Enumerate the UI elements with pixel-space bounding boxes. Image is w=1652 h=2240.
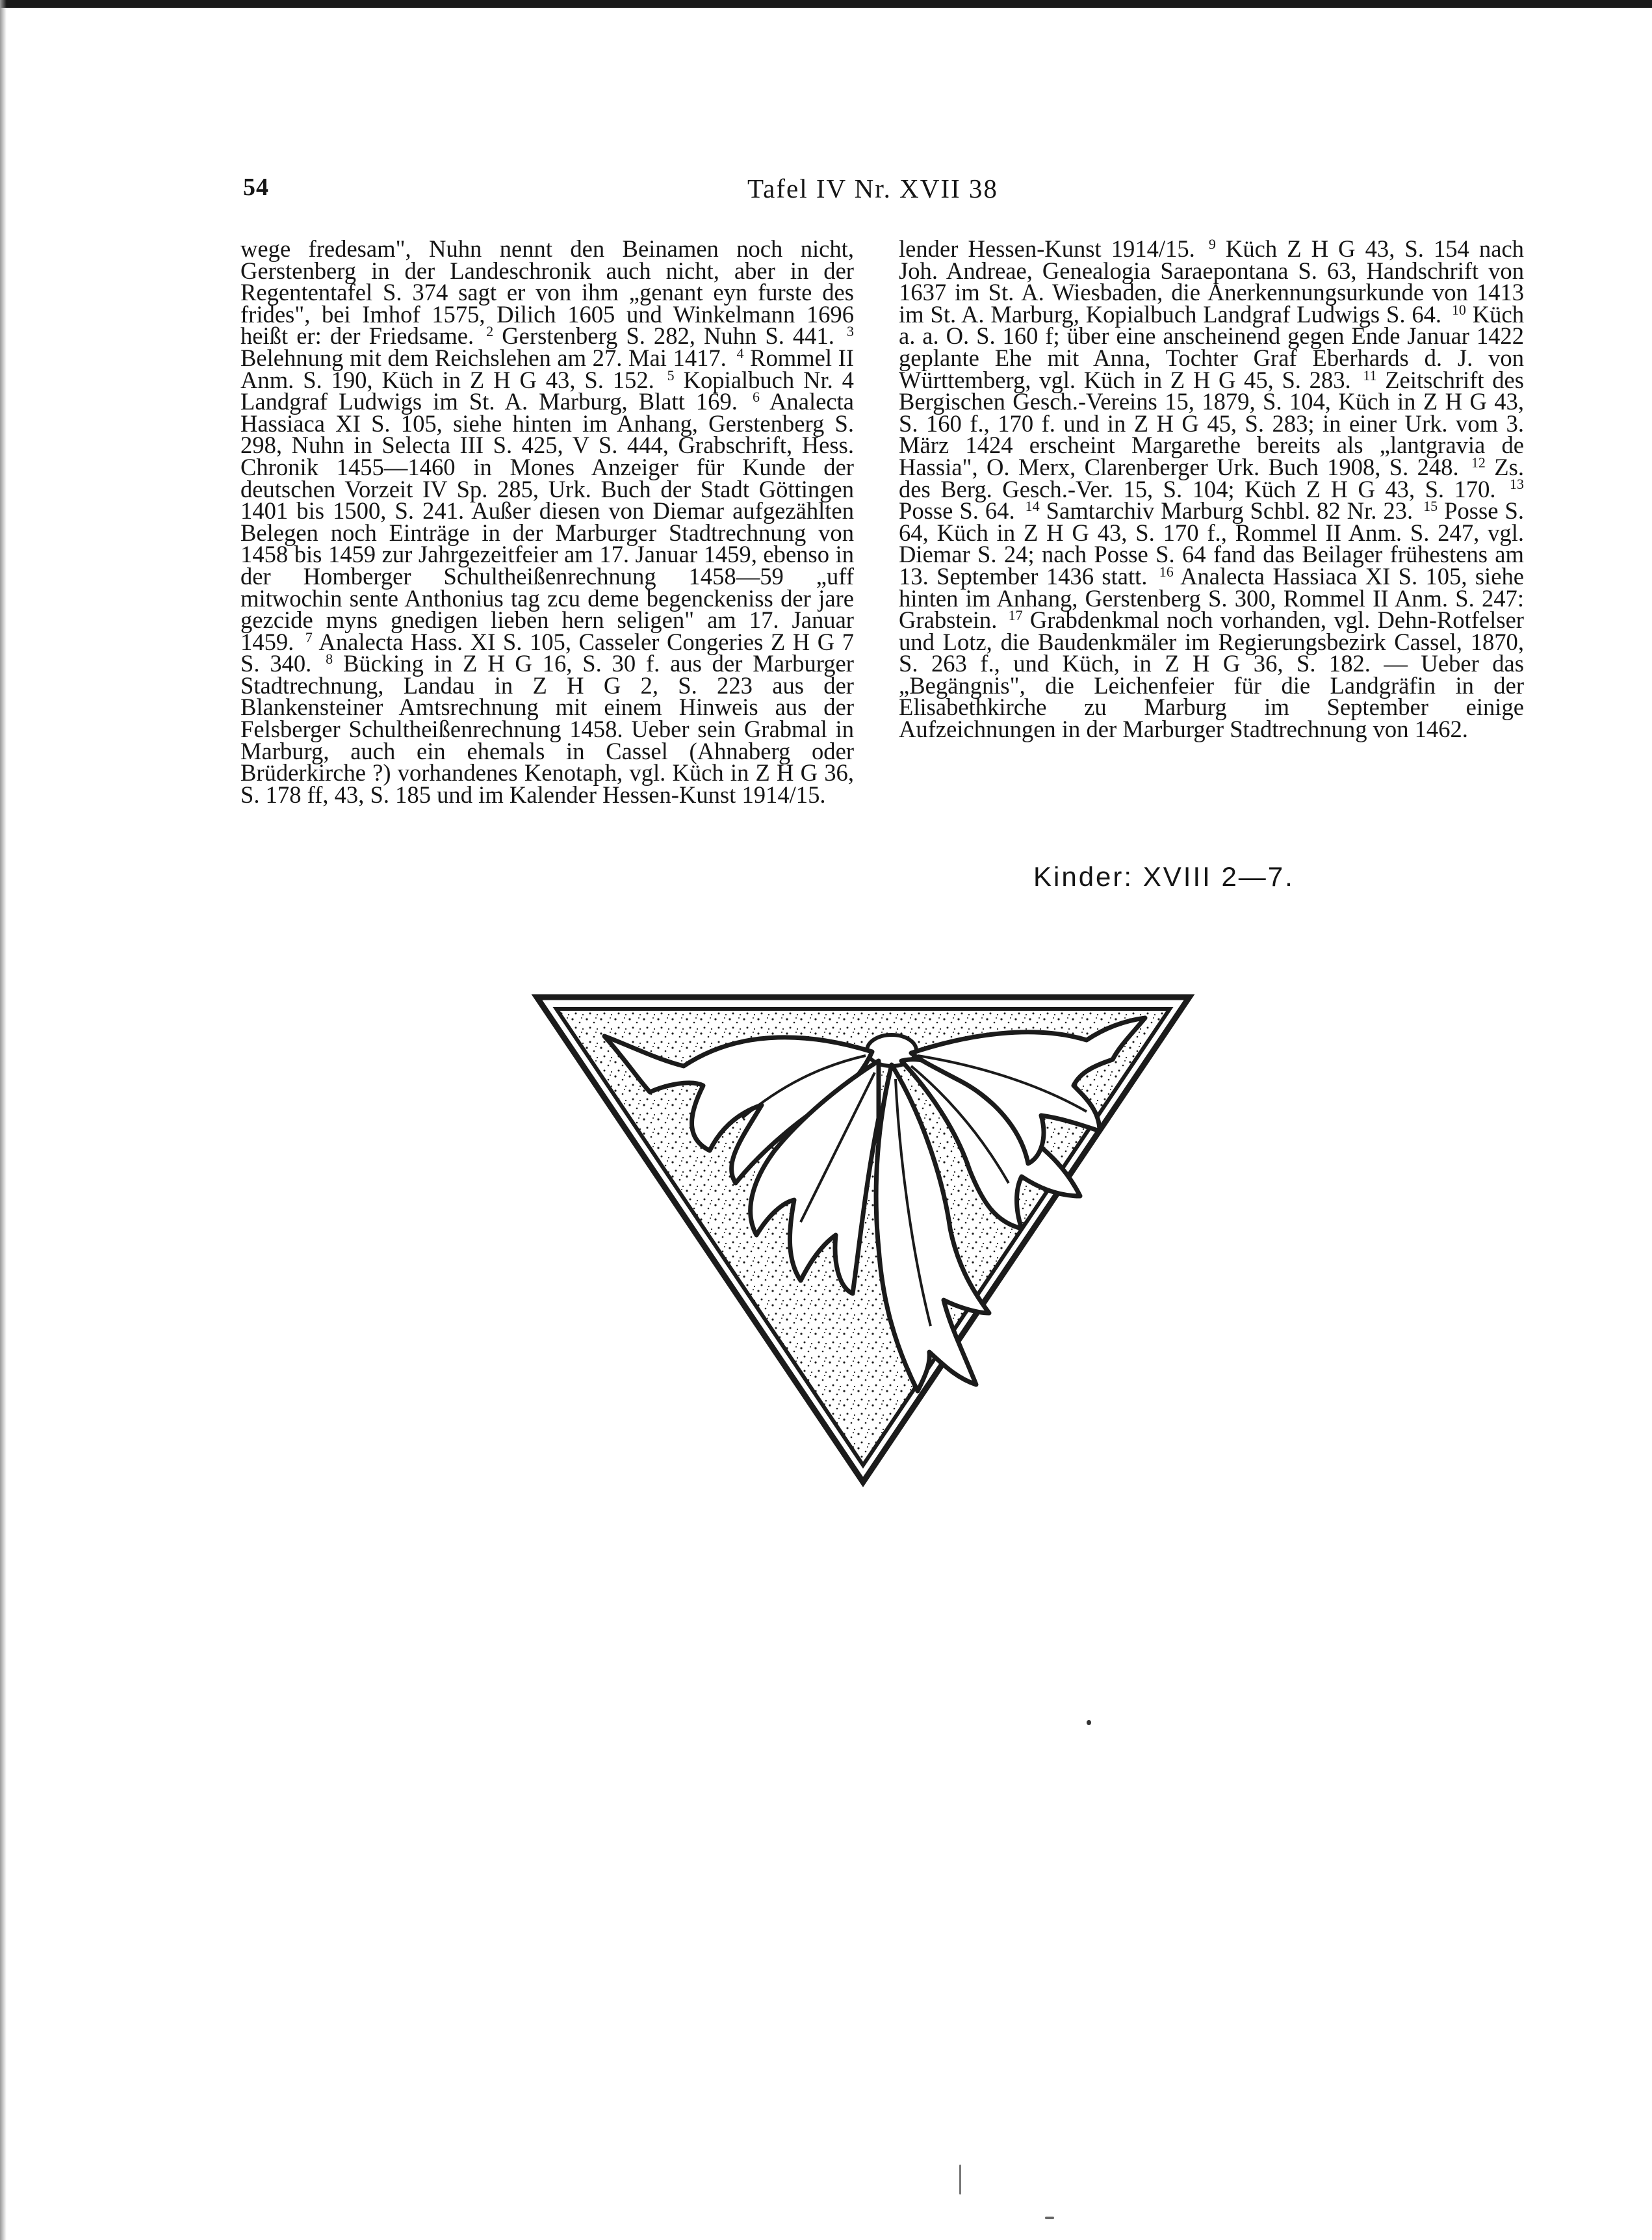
scan-mark [1045, 2217, 1054, 2219]
footnote-marker: 4 [736, 345, 744, 361]
scan-left-shadow [0, 0, 6, 2240]
triangular-leaf-ornament-icon [528, 988, 1198, 1491]
children-reference: Kinder: XVIII 2—7. [1033, 861, 1295, 892]
scan-speck [1087, 1720, 1091, 1725]
footnote-marker: 11 [1363, 367, 1377, 384]
footnote-marker: 14 [1025, 498, 1040, 515]
footnote-marker: 16 [1159, 563, 1174, 580]
right-column-text [899, 238, 1524, 743]
footnote-marker: 5 [667, 367, 675, 384]
footnote-marker: 15 [1423, 498, 1438, 515]
footnote-text: Gerstenberg S. 282, Nuhn S. 441. [502, 322, 834, 350]
scan-mark [959, 2165, 961, 2194]
left-column-text [240, 238, 854, 808]
footnote-marker: 7 [305, 629, 313, 645]
footnote-text: Zs. des Berg. Gesch.-Ver. 15, S. 104; Küch Z H G 43, S. 170. [899, 453, 1524, 502]
scan-top-edge [0, 0, 1652, 8]
footnote-text: wege fredesam", Nuhn nennt den Beinamen noch nicht, Gerstenberg in der Landeschronik auch nicht, aber in der Regententafel S. 374 sagt er von ihm „genant eyn furste des frides", bei Imhof 1575, Dilich 1605 und Winkelmann 1696 heißt er: der Friedsame. [240, 238, 854, 350]
running-head: Tafel IV Nr. XVII 38 [747, 174, 998, 203]
footnote-marker: 10 [1451, 301, 1466, 318]
footnote-text: Posse S. 64, Küch in Z H G 43, S. 170 f., Rommel II Anm. S. 247, vgl. Diemar S. 24; nach Posse S. 64 fand das Beilager frühestens am 13. September 1436 statt. [899, 497, 1524, 590]
footnote-text: Posse S. 64. [899, 497, 1015, 525]
footnotes-right-column [899, 238, 1524, 849]
footnote-text: Analecta Hassiaca XI S. 105, siehe hinten im Anhang, Gerstenberg S. 298, Nuhn in Selecta III S. 425, V S. 444, Grabschrift, Hess. Chronik 1455—1460 in Mones Anzeiger für Kunde der deutschen Vorzeit IV Sp. 285, Urk. Buch der Stadt Göttingen 1401 bis 1500, S. 241. Außer diesen von Diemar aufgezählten Belegen noch Einträge in der Marburger Stadtrechnung von 1458 bis 1459 zur Jahrgezeitfeier am 17. Januar 1459, ebenso in der Homberger Schultheißenrechnung 1458—59 „uff mitwochin sente Anthonius tag zcu deme begenckeniss der jare gezcide myns gnedigen lieben hern seligen" am 17. Januar 1459. [240, 388, 854, 655]
footnote-text: Samtarchiv Marburg Schbl. 82 Nr. 23. [1046, 497, 1413, 525]
footnote-marker: 17 [1008, 607, 1023, 624]
footnote-marker: 6 [752, 389, 760, 406]
footnote-marker: 9 [1208, 238, 1216, 252]
footnote-text: Küch Z H G 43, S. 154 nach Joh. Andreae, Genealogia Saraepontana S. 63, Handschrift von 1637 im St. A. Wiesbaden, die Anerkennungsurkunde von 1413 im St. A. Marburg, Kopialbuch Landgraf Ludwigs S. 64. [899, 238, 1524, 328]
footnote-text: Grabdenkmal noch vorhanden, vgl. Dehn-Rotfelser und Lotz, die Baudenkmäler im Regierungsbezirk Cassel, 1870, S. 263 f., und Küch, in Z H G 36, S. 182. — Ueber das „Begängnis", die Leichenfeier für die Landgräfin in der Elisabethkirche zu Marburg im September einige Aufzeichnungen in der Marburger Stadtrechnung von 1462. [899, 606, 1524, 743]
footnote-text: Belehnung mit dem Reichslehen am 27. Mai 1417. [240, 344, 727, 371]
footnote-text: Analecta Hass. XI S. 105, Casseler Congeries Z H G 7 S. 340. [240, 628, 854, 677]
footnote-text: Bücking in Z H G 16, S. 30 f. aus der Marburger Stadtrechnung, Landau in Z H G 2, S. 223 aus der Blankensteiner Amtsrechnung mit einem Hinweis aus der Felsberger Schultheißenrechnung 1458. Ueber sein Grabmal in Marburg, auch ein ehemals in Cassel (Ahnaberg oder Brüderkirche ?) vorhandenes Kenotaph, vgl. Küch in Z H G 36, S. 178 ff, 43, S. 185 und im Kalender Hessen-Kunst 1914/15. [240, 650, 854, 808]
footnote-marker: 8 [326, 651, 333, 668]
footnote-text: Küch a. a. O. S. 160 f; über eine anscheinend gegen Ende Januar 1422 geplante Ehe mit Anna, Tochter Graf Eberhards d. J. von Württemberg, vgl. Küch in Z H G 45, S. 283. [899, 300, 1524, 393]
footnote-marker: 2 [486, 323, 494, 340]
page-number: 54 [243, 174, 269, 201]
footnotes-left-column [240, 238, 854, 894]
footnote-marker: 12 [1471, 454, 1486, 471]
footnote-text: Zeitschrift des Bergischen Gesch.-Vereins 15, 1879, S. 104, Küch in Z H G 43, S. 160 f., 170 f. und in Z H G 45, S. 283; in einer Urk. vom 3. März 1424 erscheint Margarethe bereits als „lantgravia de Hassia", O. Merx, Clarenberger Urk. Buch 1908, S. 248. [899, 366, 1524, 480]
footnote-text: Analecta Hassiaca XI S. 105, siehe hinten im Anhang, Gerstenberg S. 300, Rommel II Anm. S. 247: Grabstein. [899, 562, 1524, 634]
footnote-text: lender Hessen-Kunst 1914/15. [899, 238, 1195, 262]
footnote-text: Rommel II Anm. S. 190, Küch in Z H G 43, S. 152. [240, 344, 854, 393]
footnote-text: Kopialbuch Nr. 4 Landgraf Ludwigs im St. A. Marburg, Blatt 169. [240, 366, 854, 415]
footnote-marker: 3 [846, 323, 854, 340]
footnote-marker: 13 [1510, 476, 1524, 493]
